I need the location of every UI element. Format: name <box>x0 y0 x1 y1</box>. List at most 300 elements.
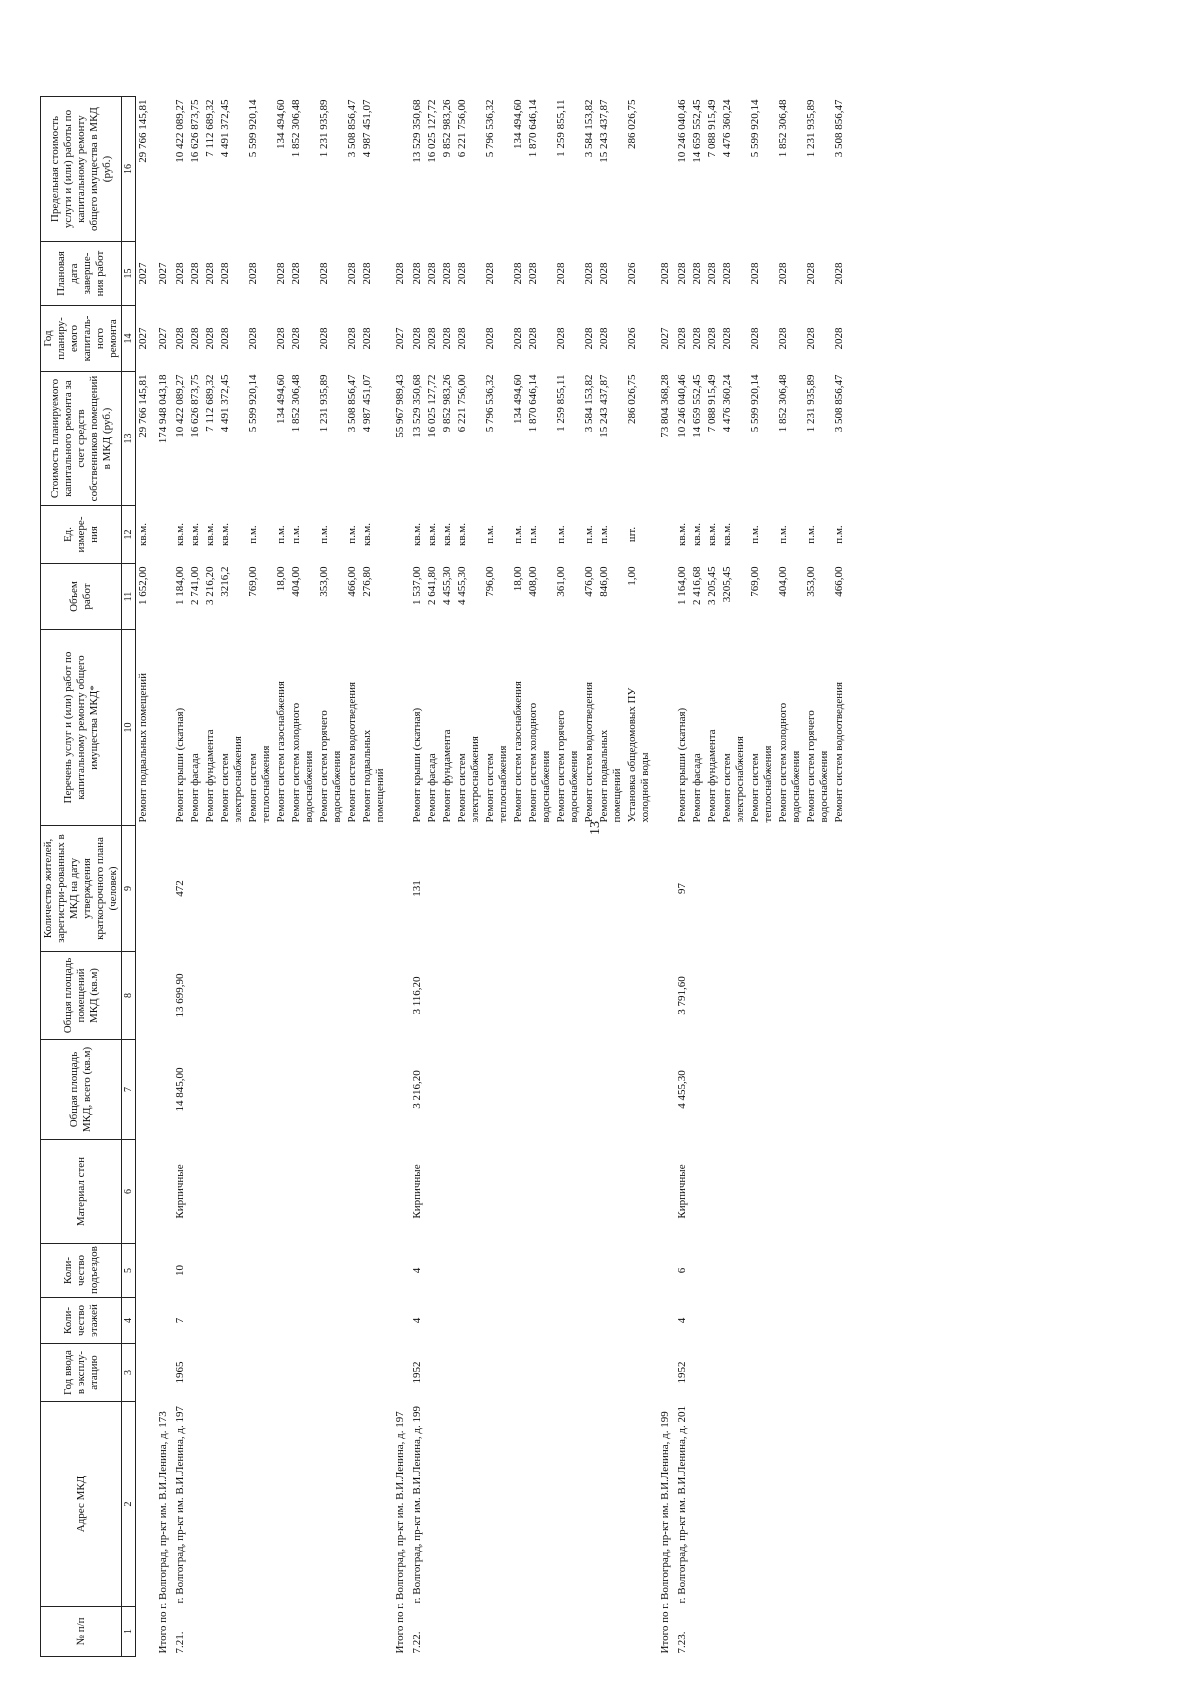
total-row <box>653 97 673 1657</box>
work-year: 2028 <box>777 327 789 350</box>
column-number: 5 <box>122 1244 136 1298</box>
work-name-line: Ремонт систем <box>484 753 496 823</box>
work-volume: 3216,2 <box>219 566 231 597</box>
work-unit: кв.м. <box>441 523 453 546</box>
work-limit-cost: 1 231 935,89 <box>318 99 330 158</box>
column-number: 8 <box>122 952 136 1040</box>
work-name <box>804 630 832 826</box>
work-name <box>582 630 597 826</box>
work-limit-cost: 29 766 145,81 <box>137 99 149 163</box>
work-limit-cost: 5 599 920,14 <box>749 99 761 158</box>
work-end-date: 2028 <box>583 262 595 285</box>
column-number: 15 <box>122 242 136 306</box>
work-name-lines <box>361 633 387 823</box>
work-name-line: теплоснабжения <box>497 745 509 823</box>
work-name-lines <box>512 633 525 823</box>
column-number: 6 <box>122 1140 136 1244</box>
work-year: 2028 <box>204 327 216 350</box>
floors: 4 <box>411 1317 423 1324</box>
entrances: 10 <box>174 1265 186 1276</box>
work-name-lines <box>676 633 689 823</box>
work-year: 2028 <box>527 327 539 350</box>
work-name-line: Ремонт систем водоотведения <box>583 681 595 823</box>
entrances: 6 <box>676 1267 688 1274</box>
total-cost: 174 948 043,18 <box>157 374 169 444</box>
work-end-date: 2028 <box>456 262 468 285</box>
work-row <box>625 97 653 1657</box>
work-volume: 404,00 <box>290 566 302 597</box>
work-name-line: Ремонт систем <box>456 753 468 823</box>
work-name-line: Ремонт фасада <box>426 753 438 823</box>
work-end-date: 2028 <box>484 262 496 285</box>
total-end-date: 2028 <box>394 262 406 285</box>
column-header: Ед. измере-ния <box>41 506 122 564</box>
work-name <box>360 630 388 826</box>
work-unit: кв.м. <box>174 523 186 546</box>
work-limit-cost: 1 870 646,14 <box>527 99 539 158</box>
work-limit-cost: 13 529 350,68 <box>411 99 423 163</box>
work-volume: 3 216,20 <box>204 566 216 605</box>
work-cost: 9 852 983,26 <box>441 374 453 433</box>
work-row <box>171 97 188 1657</box>
work-row <box>345 97 360 1657</box>
work-volume: 353,00 <box>318 566 330 597</box>
work-name-line: Ремонт фасада <box>691 753 703 823</box>
work-end-date: 2028 <box>833 262 845 285</box>
work-name-line: Ремонт систем газоснабжения <box>512 681 524 823</box>
work-end-date: 2028 <box>174 262 186 285</box>
work-limit-cost: 1 259 855,11 <box>555 99 567 157</box>
area-total: 14 845,00 <box>174 1067 186 1112</box>
work-name-lines <box>598 633 624 823</box>
work-limit-cost: 1 852 306,48 <box>777 99 789 158</box>
work-name <box>345 630 360 826</box>
column-number: 3 <box>122 1344 136 1402</box>
work-end-date: 2028 <box>247 262 259 285</box>
work-year: 2028 <box>833 327 845 350</box>
work-year: 2028 <box>721 327 733 350</box>
work-cost: 4 491 372,45 <box>219 374 231 433</box>
work-name-line: Ремонт систем <box>219 753 231 823</box>
work-year: 2028 <box>290 327 302 350</box>
work-name-line: Ремонт систем холодного <box>527 702 539 823</box>
work-cost: 15 243 437,87 <box>598 374 610 438</box>
area-total: 4 455,30 <box>676 1070 688 1109</box>
column-number: 13 <box>122 372 136 506</box>
column-header: Общая площадь МКД, всего (кв.м) <box>41 1040 122 1140</box>
column-header: Плановая дата заверше-ния работ <box>41 242 122 306</box>
work-name-lines <box>275 633 288 823</box>
work-name-line: помещений <box>374 768 386 823</box>
work-volume: 769,00 <box>247 566 259 597</box>
work-name <box>511 630 526 826</box>
work-name-lines <box>555 633 581 823</box>
residents: 472 <box>174 880 186 897</box>
work-name-line: водоснабжения <box>818 750 830 823</box>
work-unit: кв.м. <box>189 523 201 546</box>
wall-material: Кирпичные <box>676 1164 688 1219</box>
work-name <box>673 630 690 826</box>
work-name-lines <box>749 633 775 823</box>
work-limit-cost: 10 246 040,46 <box>676 99 688 163</box>
work-end-date: 2028 <box>512 262 524 285</box>
work-name <box>690 630 705 826</box>
work-name <box>440 630 455 826</box>
column-header: Год ввода в эксплу-атацию <box>41 1344 122 1402</box>
work-name-line: Ремонт систем горячего <box>555 710 567 823</box>
work-cost: 5 599 920,14 <box>749 374 761 433</box>
year-built: 1952 <box>411 1361 423 1384</box>
work-name-lines <box>189 633 202 823</box>
work-year: 2028 <box>706 327 718 350</box>
work-name-line: Ремонт систем холодного <box>290 702 302 823</box>
work-row <box>690 97 705 1657</box>
total-cost: 55 967 989,43 <box>394 374 406 438</box>
column-number: 1 <box>122 1607 136 1657</box>
work-unit: п.м. <box>527 525 539 544</box>
work-unit: п.м. <box>777 525 789 544</box>
work-year: 2028 <box>583 327 595 350</box>
work-row <box>511 97 526 1657</box>
work-unit: кв.м. <box>426 523 438 546</box>
work-name-line: Ремонт фундамента <box>204 729 216 823</box>
work-cost: 5 796 536,32 <box>484 374 496 433</box>
work-unit: п.м. <box>555 525 567 544</box>
work-unit: кв.м. <box>721 523 733 546</box>
work-volume: 3205,45 <box>721 566 733 603</box>
work-year: 2028 <box>749 327 761 350</box>
work-row <box>554 97 582 1657</box>
work-unit: п.м. <box>318 525 330 544</box>
work-cost: 16 626 873,75 <box>189 374 201 438</box>
work-end-date: 2028 <box>441 262 453 285</box>
work-name-line: электроснабжения <box>734 736 746 823</box>
work-year: 2028 <box>691 327 703 350</box>
work-name-lines <box>204 633 217 823</box>
work-name-line: водоснабжения <box>331 750 343 823</box>
work-end-date: 2026 <box>626 262 638 285</box>
header-row <box>41 97 122 1657</box>
work-volume: 1 164,00 <box>676 566 688 605</box>
work-name-lines <box>290 633 316 823</box>
work-volume: 796,00 <box>484 566 496 597</box>
work-end-date: 2028 <box>777 262 789 285</box>
work-row <box>832 97 847 1657</box>
column-header: Год планиру-емого капиталь-ного ремонта <box>41 306 122 372</box>
work-cost: 4 987 451,07 <box>361 374 373 433</box>
work-name <box>317 630 345 826</box>
work-cost: 14 659 552,45 <box>691 374 703 438</box>
row-number: 7.23. <box>676 1631 688 1654</box>
capital-repair-table <box>40 96 847 1657</box>
column-number-row <box>122 97 136 1657</box>
work-cost: 6 221 756,00 <box>456 374 468 433</box>
work-end-date: 2028 <box>204 262 216 285</box>
work-end-date: 2028 <box>411 262 423 285</box>
column-number: 9 <box>122 826 136 952</box>
work-volume: 361,00 <box>555 566 567 597</box>
work-name-line: Ремонт крыши (скатная) <box>676 707 688 823</box>
work-year: 2028 <box>676 327 688 350</box>
work-name-lines <box>777 633 803 823</box>
work-volume: 2 416,68 <box>691 566 703 605</box>
work-name <box>776 630 804 826</box>
residents: 97 <box>676 883 688 894</box>
work-cost: 3 508 856,47 <box>833 374 845 433</box>
work-row <box>720 97 748 1657</box>
work-limit-cost: 16 025 127,72 <box>426 99 438 163</box>
entrances: 4 <box>411 1267 423 1274</box>
work-end-date: 2028 <box>527 262 539 285</box>
work-name-line: водоснабжения <box>303 750 315 823</box>
work-unit: п.м. <box>583 525 595 544</box>
year-built: 1965 <box>174 1361 186 1384</box>
work-volume: 353,00 <box>805 566 817 597</box>
work-end-date: 2028 <box>749 262 761 285</box>
work-limit-cost: 134 494,60 <box>275 99 287 149</box>
building-address: г. Волгоград, пр-кт им. В.И.Ленина, д. 201 <box>676 1405 688 1604</box>
work-name-lines <box>484 633 510 823</box>
work-name-lines <box>426 633 439 823</box>
area-total: 3 216,20 <box>411 1070 423 1109</box>
work-unit: кв.м. <box>411 523 423 546</box>
work-name-line: Ремонт систем <box>721 753 733 823</box>
work-limit-cost: 5 796 536,32 <box>484 99 496 158</box>
work-row <box>804 97 832 1657</box>
work-cost: 1 852 306,48 <box>290 374 302 433</box>
work-cost: 286 026,75 <box>626 374 638 424</box>
work-cost: 134 494,60 <box>275 374 287 424</box>
total-row <box>151 97 171 1657</box>
work-name-line: Ремонт фундамента <box>706 729 718 823</box>
work-end-date: 2028 <box>361 262 373 285</box>
work-end-date: 2028 <box>706 262 718 285</box>
work-limit-cost: 4 491 372,45 <box>219 99 231 158</box>
work-name-line: электроснабжения <box>232 736 244 823</box>
work-limit-cost: 5 599 920,14 <box>247 99 259 158</box>
work-name-lines <box>721 633 747 823</box>
work-name: Ремонт подвальных помещений <box>137 672 149 823</box>
work-name-line: Ремонт подвальных <box>361 729 373 823</box>
work-name-line: Ремонт систем холодного <box>777 702 789 823</box>
work-year: 2028 <box>346 327 358 350</box>
work-unit: п.м. <box>275 525 287 544</box>
work-volume: 4 455,30 <box>456 566 468 605</box>
work-name-line: Ремонт систем горячего <box>805 710 817 823</box>
column-header: Стоимость планируемого капитального ремонта за счет средств собственников помещений в МКД (руб.) <box>41 372 122 506</box>
year-built: 1952 <box>676 1361 688 1384</box>
work-row <box>289 97 317 1657</box>
work-row <box>597 97 625 1657</box>
work-limit-cost: 3 508 856,47 <box>346 99 358 158</box>
work-year: 2028 <box>456 327 468 350</box>
work-name-lines <box>411 633 424 823</box>
work-name-line: Ремонт крыши (скатная) <box>411 707 423 823</box>
column-number: 10 <box>122 630 136 826</box>
work-year: 2028 <box>484 327 496 350</box>
column-header: Коли-чество подъездов <box>41 1244 122 1298</box>
table-row <box>136 97 152 1657</box>
work-row <box>582 97 597 1657</box>
work-name-lines <box>318 633 344 823</box>
work-limit-cost: 3 508 856,47 <box>833 99 845 158</box>
work-volume: 846,00 <box>598 566 610 597</box>
work-name-line: Ремонт подвальных <box>598 729 610 823</box>
work-name-line: Ремонт фасада <box>189 753 201 823</box>
work-unit: п.м. <box>484 525 496 544</box>
work-name-lines <box>805 633 831 823</box>
work-name <box>832 630 847 826</box>
work-limit-cost: 14 659 552,45 <box>691 99 703 163</box>
work-row <box>246 97 274 1657</box>
column-number: 11 <box>122 564 136 630</box>
work-row <box>425 97 440 1657</box>
building-address: г. Волгоград, пр-кт им. В.И.Ленина, д. 199 <box>411 1405 423 1604</box>
column-header: Количество жителей, зарегистри-рованных в МКД на дату утверждения краткосрочного плана (человек) <box>41 826 122 952</box>
work-volume: 3 205,45 <box>706 566 718 605</box>
work-name-line: теплоснабжения <box>260 745 272 823</box>
column-header: № п/п <box>41 1607 122 1657</box>
floors: 4 <box>676 1317 688 1324</box>
work-end-date: 2028 <box>219 262 231 285</box>
work-unit: п.м. <box>290 525 302 544</box>
table-header <box>41 97 136 1657</box>
work-year: 2028 <box>174 327 186 350</box>
total-label: Итого по г. Волгоград, пр-кт им. В.И.Ленина, д. 199 <box>659 1411 671 1654</box>
work-name-lines <box>527 633 553 823</box>
work-row <box>705 97 720 1657</box>
work-year: 2028 <box>219 327 231 350</box>
work-end-date: 2028 <box>555 262 567 285</box>
work-name <box>705 630 720 826</box>
work-name <box>748 630 776 826</box>
work-cost: 4 476 360,24 <box>721 374 733 433</box>
work-row <box>274 97 289 1657</box>
work-name <box>274 630 289 826</box>
column-header: Объем работ <box>41 564 122 630</box>
work-name-line: Ремонт фундамента <box>441 729 453 823</box>
work-volume: 18,00 <box>275 566 287 592</box>
work-name <box>554 630 582 826</box>
work-cost: 29 766 145,81 <box>137 374 149 438</box>
area-rooms: 3 791,60 <box>676 976 688 1015</box>
work-year: 2028 <box>189 327 201 350</box>
work-year: 2027 <box>137 327 149 350</box>
rotated-page <box>0 97 1150 1697</box>
work-name <box>171 630 188 826</box>
work-end-date: 2028 <box>318 262 330 285</box>
area-rooms: 13 699,90 <box>174 973 186 1018</box>
column-number: 14 <box>122 306 136 372</box>
area-rooms: 3 116,20 <box>411 976 423 1015</box>
work-name-line: Ремонт систем водоотведения <box>833 681 845 823</box>
work-name <box>526 630 554 826</box>
work-limit-cost: 15 243 437,87 <box>598 99 610 163</box>
wall-material: Кирпичные <box>411 1164 423 1219</box>
column-number: 2 <box>122 1402 136 1607</box>
floors: 7 <box>174 1317 186 1324</box>
work-name-line: водоснабжения <box>568 750 580 823</box>
work-name-line: Ремонт крыши (скатная) <box>174 707 186 823</box>
work-cost: 1 231 935,89 <box>318 374 330 433</box>
work-row <box>483 97 511 1657</box>
work-name <box>483 630 511 826</box>
total-cost: 73 804 368,28 <box>659 374 671 438</box>
work-name-line: Ремонт систем горячего <box>318 710 330 823</box>
work-limit-cost: 9 852 983,26 <box>441 99 453 158</box>
work-year: 2028 <box>512 327 524 350</box>
work-limit-cost: 6 221 756,00 <box>456 99 468 158</box>
table-body <box>136 97 848 1657</box>
work-year: 2028 <box>247 327 259 350</box>
work-year: 2028 <box>441 327 453 350</box>
work-year: 2028 <box>426 327 438 350</box>
column-header: Перечень услуг и (или) работ по капитальному ремонту общего имущества МКД* <box>41 630 122 826</box>
work-volume: 2 641,80 <box>426 566 438 605</box>
work-row <box>188 97 203 1657</box>
work-unit: кв.м. <box>137 523 149 546</box>
work-cost: 7 088 915,49 <box>706 374 718 433</box>
work-cost: 10 422 089,27 <box>174 374 186 438</box>
work-unit: п.м. <box>833 525 845 544</box>
work-row <box>455 97 483 1657</box>
work-cost: 10 246 040,46 <box>676 374 688 438</box>
work-name-line: Ремонт систем <box>247 753 259 823</box>
building-address: г. Волгоград, пр-кт им. В.И.Ленина, д. 197 <box>174 1405 186 1604</box>
work-limit-cost: 1 852 306,48 <box>290 99 302 158</box>
work-end-date: 2028 <box>676 262 688 285</box>
column-number: 12 <box>122 506 136 564</box>
work-name-line: водоснабжения <box>540 750 552 823</box>
total-end-date: 2028 <box>659 262 671 285</box>
work-name-lines <box>626 633 652 823</box>
work-name-lines <box>706 633 719 823</box>
residents: 131 <box>411 880 423 897</box>
work-unit: п.м. <box>247 525 259 544</box>
work-name-line: помещений <box>611 768 623 823</box>
work-name <box>408 630 425 826</box>
work-name-line: теплоснабжения <box>762 745 774 823</box>
column-number: 7 <box>122 1040 136 1140</box>
work-end-date: 2028 <box>426 262 438 285</box>
row-number: 7.22. <box>411 1631 423 1654</box>
work-end-date: 2028 <box>721 262 733 285</box>
work-name <box>246 630 274 826</box>
work-year: 2026 <box>626 327 638 350</box>
work-cost: 1 231 935,89 <box>805 374 817 433</box>
total-year: 2027 <box>394 327 406 350</box>
work-year: 2028 <box>805 327 817 350</box>
work-cost: 5 599 920,14 <box>247 374 259 433</box>
work-name-line: электроснабжения <box>469 736 481 823</box>
work-cost: 1 870 646,14 <box>527 374 539 433</box>
work-name-lines <box>174 633 187 823</box>
work-unit: кв.м. <box>691 523 703 546</box>
wall-material: Кирпичные <box>174 1164 186 1219</box>
column-header: Адрес МКД <box>41 1402 122 1607</box>
work-year: 2028 <box>555 327 567 350</box>
work-row <box>526 97 554 1657</box>
work-name <box>203 630 218 826</box>
work-unit: кв.м. <box>361 523 373 546</box>
work-end-date: 2028 <box>346 262 358 285</box>
work-unit: шт. <box>626 526 638 543</box>
work-row <box>203 97 218 1657</box>
work-name-line: Ремонт систем водоотведения <box>346 681 358 823</box>
work-name <box>289 630 317 826</box>
work-volume: 1 184,00 <box>174 566 186 605</box>
work-name-line: Ремонт систем газоснабжения <box>275 681 287 823</box>
